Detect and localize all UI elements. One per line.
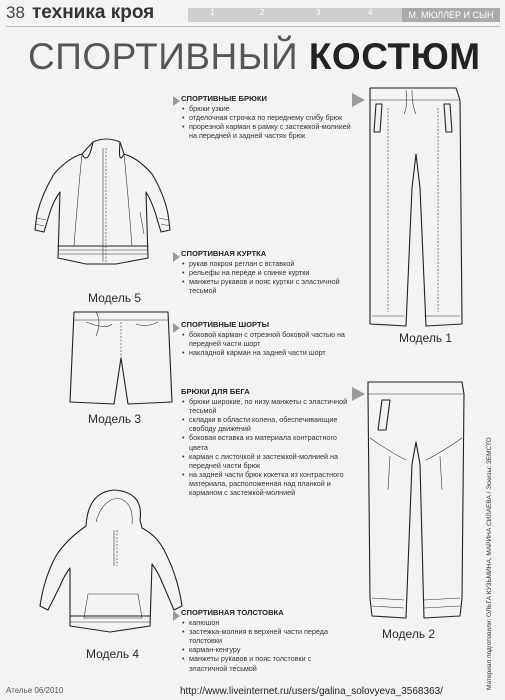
list-item: • карман с листочкой и застежкой-молнией на передней части брюк [181, 452, 351, 470]
text-block-running-trousers [181, 387, 351, 497]
header-tick: 3 [316, 8, 321, 17]
jacket-drawing [28, 134, 178, 284]
list-item: • капюшон [181, 618, 351, 627]
model-4-label: Модель 4 [86, 647, 140, 661]
list-item: • складки в области колена, обеспечивающие свободу движений [181, 415, 351, 433]
sport-trousers-drawing [364, 84, 464, 330]
block-heading: СПОРТИВНАЯ КУРТКА [181, 249, 267, 258]
list-item: • боковая вставка из материала контрастного цвета [181, 433, 351, 451]
text-block-hoodie [181, 608, 351, 673]
block-heading: СПОРТИВНЫЕ БРЮКИ [181, 94, 267, 103]
list-item: • манжеты рукавов и пояс толстовки с эластичной тесьмой [181, 654, 351, 672]
running-trousers-drawing [364, 378, 468, 626]
block-heading: СПОРТИВНАЯ ТОЛСТОВКА [181, 608, 284, 617]
model-1-label: Модель 1 [399, 331, 453, 345]
list-item: • на задней части брюк кокетка из контрастного материала, расположенная над планкой и карманом с застежкой-молнией [181, 470, 351, 497]
list-item: • манжеты рукавов и пояс куртки с эластичной тесьмой [181, 277, 351, 295]
watermark-url: http://www.liveinternet.ru/users/galina_solovyeva_3568363/ [180, 686, 443, 697]
publisher-label: М. МЮЛЛЕР И СЫН [402, 8, 500, 22]
header-tick: 1 [210, 8, 215, 17]
block-heading: БРЮКИ ДЛЯ БЕГА [181, 387, 250, 396]
page-number: 38 [6, 3, 25, 22]
list-item: • застежка-молния в верхней части переда толстовки [181, 627, 351, 645]
shorts-drawing [66, 308, 176, 408]
section-title: техника кроя [32, 2, 155, 23]
footer-text: Ателье 06/2010 [6, 686, 64, 695]
model-5-label: Модель 5 [88, 291, 142, 305]
list-item: • прорезной карман в рамку с застежкой-молнией на передней и задней частях брюк [181, 122, 351, 140]
page-title [28, 36, 481, 78]
text-block-shorts [181, 320, 351, 357]
list-item: • брюки широкие, по низу манжеты с эластичной тесьмой [181, 397, 351, 415]
hoodie-drawing [26, 486, 186, 646]
header-tick: 4 [368, 8, 373, 17]
list-item: • карман-кенгуру [181, 645, 351, 654]
header-bar [188, 8, 402, 22]
list-item: • боковой карман с отрезной боковой частью на передней части шорт [181, 330, 351, 348]
pointer-triangle [173, 96, 180, 106]
text-block-jacket [181, 249, 351, 295]
list-item: • накладной карман на задней части шорт [181, 348, 351, 357]
credits-text: Материал подготовили: ОЛЬГА КУЗЬМИНА, МАРИНА СИЛАЕВА / Эскизы: ЗЕМСТО [486, 437, 493, 690]
list-item: • отделочная строчка по переднему сгибу брюк [181, 113, 351, 122]
block-heading: СПОРТИВНЫЕ ШОРТЫ [181, 320, 270, 329]
title-bold: КОСТЮМ [308, 36, 481, 77]
model-2-label: Модель 2 [382, 627, 436, 641]
header-rule [6, 26, 500, 27]
model-3-label: Модель 3 [88, 412, 142, 426]
list-item: • рукав покроя реглан с вставкой [181, 259, 351, 268]
header-tick: 2 [260, 8, 265, 17]
text-block-trousers [181, 94, 351, 140]
title-light: СПОРТИВНЫЙ [28, 36, 299, 77]
list-item: • рельефы на переде и спинке куртки [181, 268, 351, 277]
list-item: • брюки узкие [181, 104, 351, 113]
